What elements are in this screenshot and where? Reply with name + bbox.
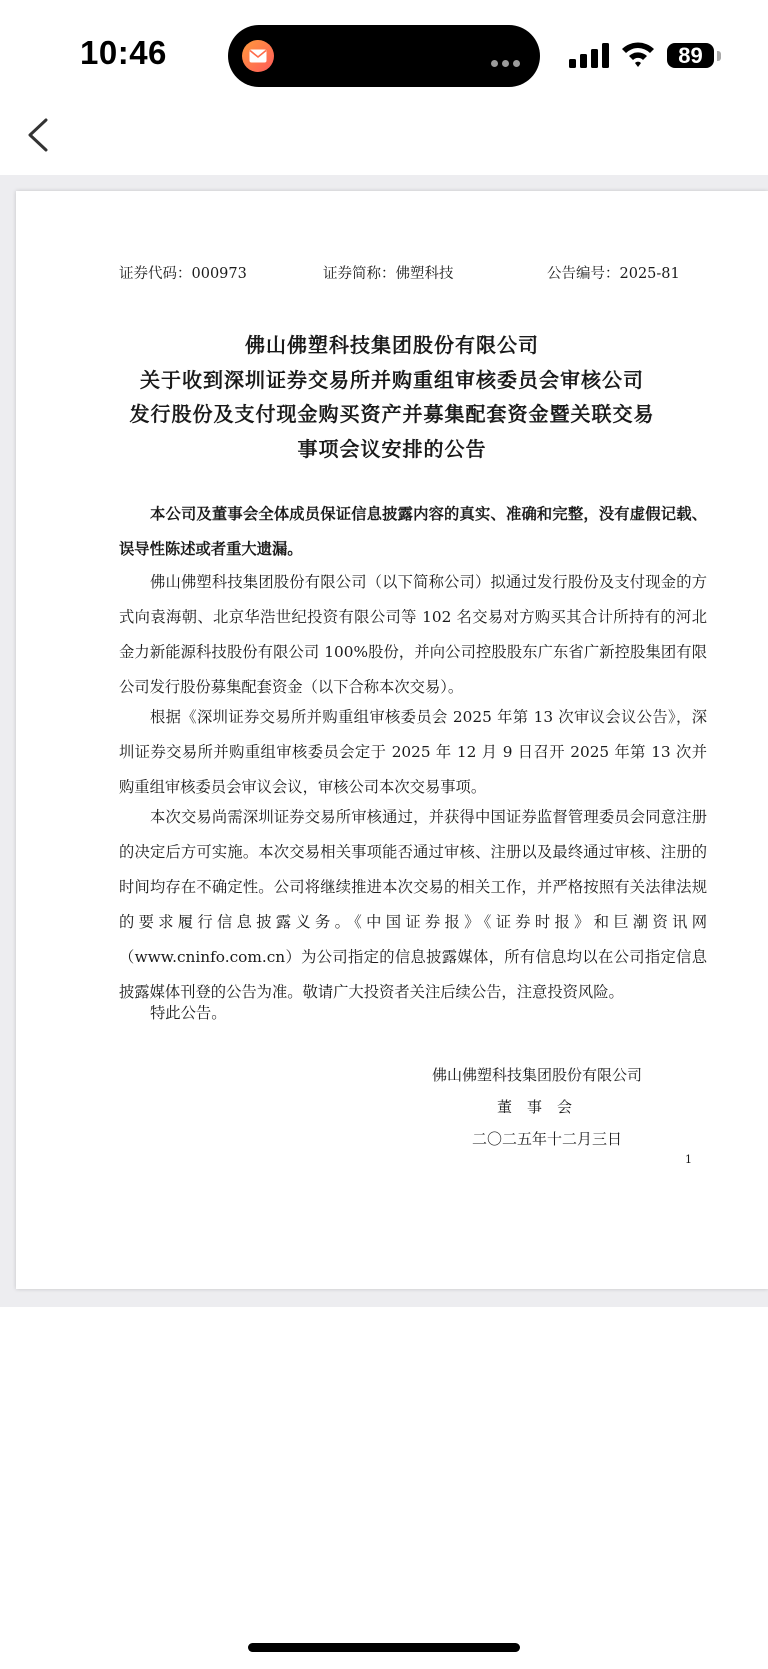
battery-indicator: 89 [667, 43, 714, 68]
dynamic-island[interactable] [228, 25, 540, 87]
home-indicator[interactable] [248, 1643, 520, 1652]
wifi-icon [620, 40, 656, 68]
security-code: 证券代码：000973 [119, 266, 247, 282]
status-bar [0, 0, 768, 100]
notice-number: 公告编号：2025-81 [547, 266, 680, 282]
declaration-paragraph: 本公司及董事会全体成员保证信息披露内容的真实、准确和完整，没有虚假记载、误导性陈述或者重大遗漏。 [119, 505, 707, 558]
signature-company: 佛山佛塑科技集团股份有限公司 [432, 1066, 643, 1084]
title-line-4: 事项会议安排的公告 [297, 437, 487, 461]
back-button[interactable] [22, 110, 62, 160]
battery-cap-icon [717, 51, 721, 61]
page-number: 1 [685, 1153, 692, 1166]
signature-date: 二〇二五年十二月三日 [472, 1130, 623, 1148]
closing-paragraph: 特此公告。 [150, 1004, 227, 1022]
body-paragraph-2: 根据《深圳证券交易所并购重组审核委员会 2025 年第 13 次审议会议公告》，深圳证券交易所并购重组审核委员会定于 2025 年 12 月 9 日召开 2025 年第 13 次并购重组审核委员会审议会议，审核公司本次交易事项。 [119, 708, 707, 796]
title-line-1: 佛山佛塑科技集团股份有限公司 [245, 333, 539, 357]
chevron-left-icon [22, 110, 62, 160]
title-line-3: 发行股份及支付现金购买资产并募集配套资金暨关联交易 [129, 402, 655, 426]
body-paragraph-1: 佛山佛塑科技集团股份有限公司（以下简称公司）拟通过发行股份及支付现金的方式向袁海朝、北京华浩世纪投资有限公司等 102 名交易对方购买其合计所持有的河北金力新能源科技股份有限公司 100%股份，并向公司控股股东广东省广新控股集团有限公司发行股份募集配套资金（以下合称本次交易）。 [119, 573, 707, 696]
document-page [16, 191, 768, 1289]
signature-board: 董 事 会 [497, 1098, 573, 1116]
cellular-signal-icon [569, 43, 611, 68]
status-time: 10:46 [80, 34, 167, 71]
document-viewer[interactable] [0, 175, 768, 1307]
security-short-name: 证券简称：佛塑科技 [323, 266, 454, 282]
mail-app-icon[interactable] [242, 40, 274, 72]
title-line-2: 关于收到深圳证券交易所并购重组审核委员会审核公司 [140, 368, 644, 392]
more-dots-icon [487, 52, 520, 71]
body-paragraph-3: 本次交易尚需深圳证券交易所审核通过，并获得中国证券监督管理委员会同意注册的决定后方可实施。本次交易相关事项能否通过审核、注册以及最终通过审核、注册的时间均存在不确定性。公司将继续推进本次交易的相关工作，并严格按照有关法律法规的要求履行信息披露义务。《中国证券报》《证券时报》和巨潮资讯网（www.cninfo.com.cn）为公司指定的信息披露媒体，所有信息均以在公司指定信息披露媒体刊登的公告为准。敬请广大投资者关注后续公告，注意投资风险。 [119, 808, 707, 1001]
